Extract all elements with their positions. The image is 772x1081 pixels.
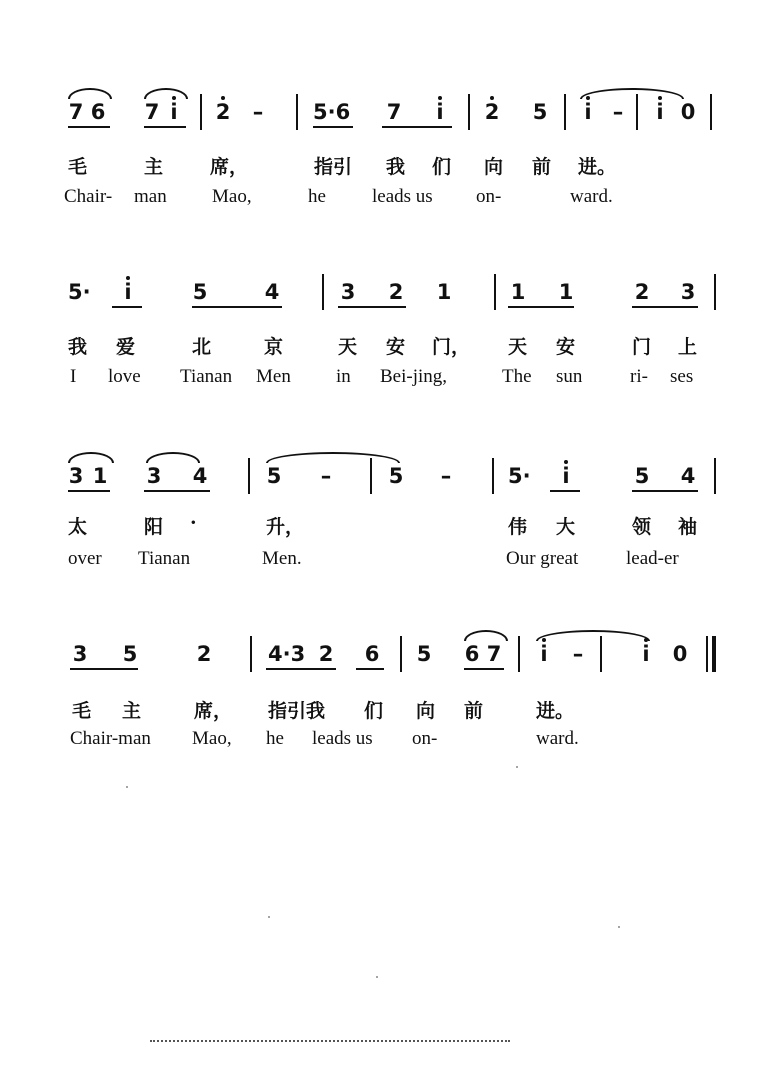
underline bbox=[68, 126, 110, 128]
lyric-syllable: 毛 bbox=[72, 700, 92, 722]
lyric-syllable: 伟 bbox=[508, 516, 528, 538]
underline bbox=[550, 490, 580, 492]
slur bbox=[68, 452, 114, 463]
note: 5· bbox=[68, 280, 91, 304]
note: 5 bbox=[266, 464, 282, 488]
octave-dot bbox=[542, 638, 546, 642]
octave-dot bbox=[126, 276, 130, 280]
english-lyrics bbox=[60, 548, 730, 574]
note: i bbox=[656, 100, 664, 124]
octave-dot bbox=[221, 96, 225, 100]
lyric-syllable: 上 bbox=[678, 336, 698, 358]
lyric-word: love bbox=[108, 366, 141, 387]
scan-speck bbox=[376, 976, 378, 978]
note: 3 bbox=[146, 464, 162, 488]
note: 2 bbox=[634, 280, 650, 304]
lyric-syllable: 主 bbox=[144, 156, 164, 178]
underline bbox=[313, 126, 353, 128]
note: i bbox=[436, 100, 444, 124]
note: 2 bbox=[318, 642, 334, 666]
note: 2 bbox=[484, 100, 500, 124]
scan-speck bbox=[268, 916, 270, 918]
underline bbox=[632, 306, 698, 308]
note: 5 bbox=[388, 464, 404, 488]
lyric-word: ri- bbox=[630, 366, 648, 387]
bar-line bbox=[714, 274, 716, 310]
note: 4·3 bbox=[268, 642, 306, 666]
lyric-word: sun bbox=[556, 366, 583, 387]
bar-line bbox=[468, 94, 470, 130]
lyric-syllable: 大 bbox=[556, 516, 576, 538]
lyric-word: I bbox=[70, 366, 77, 387]
underline bbox=[112, 306, 142, 308]
note: i bbox=[642, 642, 650, 666]
note: 1 bbox=[558, 280, 574, 304]
note: – bbox=[612, 100, 624, 124]
lyric-word: Chair- bbox=[64, 186, 113, 207]
note: 6 bbox=[464, 642, 480, 666]
octave-dot bbox=[564, 460, 568, 464]
note: 1 bbox=[436, 280, 452, 304]
lyric-syllable: 席， bbox=[194, 700, 233, 722]
note: – bbox=[320, 464, 332, 488]
note: 3 bbox=[72, 642, 88, 666]
note: 5 bbox=[416, 642, 432, 666]
lyric-word: Men. bbox=[262, 548, 302, 569]
note: 4 bbox=[680, 464, 696, 488]
lyric-word: leads us bbox=[312, 728, 373, 749]
note: 7 bbox=[68, 100, 84, 124]
lyric-syllable: 毛 bbox=[68, 156, 88, 178]
lyric-word: Tianan bbox=[180, 366, 233, 387]
lyric-word: man bbox=[134, 186, 167, 207]
note: 5 bbox=[192, 280, 208, 304]
underline bbox=[68, 490, 110, 492]
chinese-lyrics bbox=[60, 152, 730, 178]
chinese-lyrics bbox=[60, 332, 730, 358]
octave-dot bbox=[438, 96, 442, 100]
underline bbox=[192, 306, 282, 308]
bar-line bbox=[564, 94, 566, 130]
note: – bbox=[440, 464, 452, 488]
lyric-syllable: 前 bbox=[532, 156, 552, 178]
note: i bbox=[124, 280, 132, 304]
lyric-word: Bei-jing, bbox=[380, 366, 448, 387]
lyric-syllable: 安 bbox=[556, 336, 576, 358]
scan-speck bbox=[618, 926, 620, 928]
lyric-syllable: 袖 bbox=[678, 516, 698, 538]
note: i bbox=[170, 100, 178, 124]
bar-line bbox=[296, 94, 298, 130]
lyric-word: Chair-man bbox=[70, 728, 151, 749]
lyric-word: ses bbox=[670, 366, 694, 387]
lyric-syllable: 天 bbox=[338, 336, 358, 358]
lyric-word: over bbox=[68, 548, 102, 569]
english-lyrics bbox=[60, 728, 730, 754]
lyric-syllable: 们 bbox=[364, 700, 384, 722]
lyric-word: he bbox=[266, 728, 284, 749]
bar-line bbox=[494, 274, 496, 310]
underline bbox=[144, 490, 210, 492]
lyric-word: Our great bbox=[506, 548, 579, 569]
lyric-syllable: 安 bbox=[386, 336, 406, 358]
note: 4 bbox=[264, 280, 280, 304]
octave-dot bbox=[490, 96, 494, 100]
octave-dot bbox=[586, 96, 590, 100]
notation-line bbox=[60, 268, 730, 318]
lyric-syllable: 升， bbox=[266, 516, 305, 538]
note: – bbox=[572, 642, 584, 666]
octave-dot bbox=[644, 638, 648, 642]
lyric-syllable: 京 bbox=[264, 336, 284, 358]
bar-line bbox=[518, 636, 520, 672]
note: i bbox=[584, 100, 592, 124]
note: 0 bbox=[680, 100, 696, 124]
note: 5 bbox=[532, 100, 548, 124]
octave-dot bbox=[658, 96, 662, 100]
slur bbox=[580, 88, 684, 99]
note: – bbox=[252, 100, 264, 124]
note: 7 bbox=[386, 100, 402, 124]
note: 6 bbox=[364, 642, 380, 666]
underline bbox=[382, 126, 452, 128]
note: 3 bbox=[68, 464, 84, 488]
lyric-word: Tianan bbox=[138, 548, 191, 569]
lyric-word: he bbox=[308, 186, 326, 207]
lyric-word: leads us bbox=[372, 186, 433, 207]
slur bbox=[146, 452, 200, 463]
lyric-syllable: 们 bbox=[432, 156, 452, 178]
note: 5· bbox=[508, 464, 531, 488]
note: 1 bbox=[92, 464, 108, 488]
lyric-syllable: 主 bbox=[122, 700, 142, 722]
note: i bbox=[540, 642, 548, 666]
underline bbox=[356, 668, 384, 670]
lyric-syllable: 进。 bbox=[536, 700, 575, 722]
lyric-syllable: 席， bbox=[210, 156, 249, 178]
underline bbox=[508, 306, 574, 308]
chinese-lyrics bbox=[60, 696, 730, 722]
lyric-syllable: 我 bbox=[386, 156, 406, 178]
lyric-word: on- bbox=[412, 728, 438, 749]
bar-line bbox=[248, 458, 250, 494]
lyric-syllable: · bbox=[190, 512, 197, 534]
note: 2 bbox=[196, 642, 212, 666]
lyric-word: Men bbox=[256, 366, 291, 387]
note: 5 bbox=[634, 464, 650, 488]
note: 6 bbox=[90, 100, 106, 124]
bar-line bbox=[636, 94, 638, 130]
notation-line bbox=[60, 452, 730, 502]
slur bbox=[536, 630, 650, 641]
lyric-word: Mao, bbox=[192, 728, 232, 749]
lyric-syllable: 我 bbox=[68, 336, 88, 358]
lyric-word: lead-er bbox=[626, 548, 679, 569]
underline bbox=[338, 306, 406, 308]
scan-speck bbox=[516, 766, 518, 768]
underline bbox=[70, 668, 138, 670]
scan-speck bbox=[126, 786, 128, 788]
lyric-syllable: 指引我 bbox=[268, 700, 326, 722]
note: 5 bbox=[122, 642, 138, 666]
chinese-lyrics bbox=[60, 512, 730, 538]
english-lyrics bbox=[60, 186, 730, 212]
note: 0 bbox=[672, 642, 688, 666]
lyric-syllable: 北 bbox=[192, 336, 212, 358]
note: i bbox=[562, 464, 570, 488]
lyric-word: ward. bbox=[570, 186, 613, 207]
lyric-syllable: 领 bbox=[632, 516, 652, 538]
lyric-syllable: 指引 bbox=[314, 156, 353, 178]
lyric-syllable: 太 bbox=[68, 516, 88, 538]
underline bbox=[266, 668, 336, 670]
lyric-word: Mao, bbox=[212, 186, 252, 207]
note: 7 bbox=[144, 100, 160, 124]
lyric-syllable: 门 bbox=[632, 336, 652, 358]
lyric-syllable: 爱 bbox=[116, 336, 136, 358]
note: 7 bbox=[486, 642, 502, 666]
lyric-word: in bbox=[336, 366, 351, 387]
underline bbox=[144, 126, 186, 128]
slur bbox=[266, 452, 400, 463]
octave-dot bbox=[172, 96, 176, 100]
underline bbox=[464, 668, 504, 670]
bar-line bbox=[200, 94, 202, 130]
lyric-syllable: 门， bbox=[432, 336, 471, 358]
lyric-word: on- bbox=[476, 186, 502, 207]
note: 3 bbox=[340, 280, 356, 304]
lyric-word: The bbox=[502, 366, 532, 387]
note: 5·6 bbox=[313, 100, 351, 124]
lyric-syllable: 前 bbox=[464, 700, 484, 722]
note: 1 bbox=[510, 280, 526, 304]
bar-line bbox=[492, 458, 494, 494]
slur bbox=[464, 630, 508, 641]
footer-artifact bbox=[150, 1040, 510, 1048]
bar-line bbox=[250, 636, 252, 672]
note: 3 bbox=[680, 280, 696, 304]
english-lyrics bbox=[60, 366, 730, 392]
note: 2 bbox=[388, 280, 404, 304]
lyric-syllable: 进。 bbox=[578, 156, 617, 178]
slur bbox=[144, 88, 188, 99]
final-bar-line bbox=[706, 636, 708, 672]
lyric-syllable: 天 bbox=[508, 336, 528, 358]
bar-line bbox=[710, 94, 712, 130]
final-bar-line bbox=[712, 636, 716, 672]
bar-line bbox=[600, 636, 602, 672]
lyric-word: ward. bbox=[536, 728, 579, 749]
bar-line bbox=[714, 458, 716, 494]
note: 2 bbox=[215, 100, 231, 124]
notation-line bbox=[60, 88, 730, 138]
lyric-syllable: 向 bbox=[416, 700, 436, 722]
bar-line bbox=[370, 458, 372, 494]
bar-line bbox=[322, 274, 324, 310]
notation-line bbox=[60, 630, 730, 680]
lyric-syllable: 阳 bbox=[144, 516, 164, 538]
underline bbox=[632, 490, 698, 492]
bar-line bbox=[400, 636, 402, 672]
slur bbox=[68, 88, 112, 99]
lyric-syllable: 向 bbox=[484, 156, 504, 178]
note: 4 bbox=[192, 464, 208, 488]
